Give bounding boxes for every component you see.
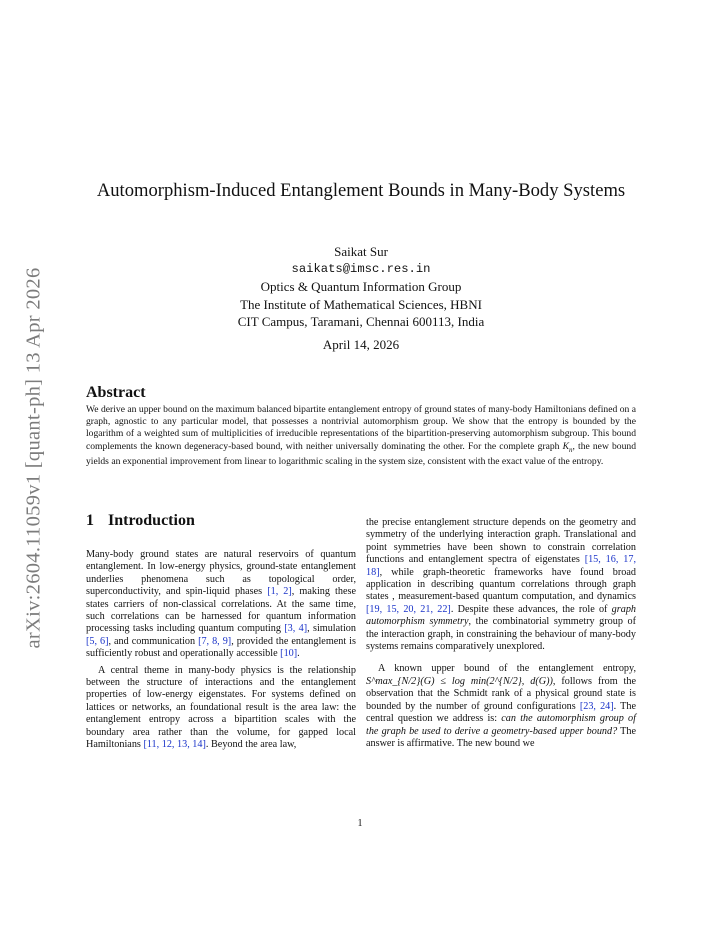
intro-paragraph-2: A central theme in many-body physics is the relationship between the structure of interactions and the entanglement properties of low-energy eigenstates. For systems defined on lattices or networks, an foundational result is the area law: the entanglement entropy across a bipartition scales with the boundary area rather than the volume, for gapped local Hamiltonians [11, 12, 13, 14]. Beyond the area law, xyxy=(86,664,356,751)
author-address: CIT Campus, Taramani, Chennai 600113, India xyxy=(237,314,485,329)
abstract-text: We derive an upper bound on the maximum balanced bipartite entanglement entropy of ground states of many-body Hamiltonians defined on a graph, agnostic to any particular model, that possesses a nontrivial automorphism group. We show that the entropy is bounded by the logarithm of a weighted sum of multiplicities of irreducible representations of the bipartition-preserving automorphism subgroup. This bound complements the known degeneracy-based bound, with neither universally dominating the other. For the complete graph $K_n$, the new bound yields an exponential improvement from linear to logarithmic scaling in the system size, consistent with the exact value of the entropy. xyxy=(86,404,636,467)
left-column xyxy=(86,549,356,752)
arxiv-id: arXiv:2604.11059v1 [quant-ph] 13 Apr 2026 xyxy=(22,267,45,649)
citation-link[interactable]: [23, 24] xyxy=(579,700,614,712)
author-name: Saikat Sur xyxy=(334,244,388,259)
paper-title: Automorphism-Induced Entanglement Bounds in Many-Body Systems xyxy=(96,180,626,201)
author-email[interactable]: saikats@imsc.res.in xyxy=(291,261,431,276)
citation-link[interactable]: [5, 6] xyxy=(86,635,109,647)
intro-paragraph-1: Many-body ground states are natural reservoirs of quantum entanglement. In low-energy physics, ground-state entanglement underlies phenomena such as topological order, superconductivity, and spin-liquid phases [1, 2], making these states carriers of non-classical correlations. At the same time, such correlations can be harnessed for quantum information processing tasks including quantum computing [3, 4], simulation [5, 6], and communication [7, 8, 9], provided the entanglement is sufficiently robust and operationally accessible [10]. xyxy=(86,549,356,660)
arxiv-stamp xyxy=(14,258,54,658)
abstract-heading: Abstract xyxy=(86,384,146,401)
citation-link[interactable]: [7, 8, 9] xyxy=(198,635,232,647)
right-column xyxy=(366,517,636,750)
citation-link[interactable]: [15, 16, 17, 18] xyxy=(366,554,636,578)
paper-date: April 14, 2026 xyxy=(322,337,400,352)
intro-paragraph-3: the precise entanglement structure depends on the geometry and symmetry of the underlying interaction graph. Translational and point symmetries have been shown to constrain correlation functions and entanglement spectra of eigenstates [15, 16, 17, 18], while graph-theoretic frameworks have found broad application in describing quantum correlations through graph states , measurement-based quantum computation, and dynamics [19, 15, 20, 21, 22]. Despite these advances, the role of graph automorphism symmetry, the combinatorial symmetry group of the interaction graph, in constraining the behaviour of many-body systems remains comparatively unexplored. xyxy=(366,517,637,653)
citation-link[interactable]: [1, 2] xyxy=(267,586,292,598)
author-group: Optics & Quantum Information Group xyxy=(260,279,462,294)
math-kn: $K_n$ xyxy=(562,440,573,454)
citation-link[interactable]: [19, 15, 20, 21, 22] xyxy=(366,603,451,615)
page-number: 1 xyxy=(357,818,363,829)
intro-paragraph-4: A known upper bound of the entanglement entropy, S^max_{N/2}(G) ≤ log min(2^{N/2}, d(G)), follows from the observation that the Schmidt rank of a physical ground state is bounded by the number of ground configurations [23, 24]. The central question we address is: can the automorphism group of the graph be used to derive a geometry-based upper bound? The answer is affirmative. The new bound we xyxy=(366,663,636,749)
author-institute: The Institute of Mathematical Sciences, HBNI xyxy=(240,296,482,312)
citation-link[interactable]: [3, 4] xyxy=(284,623,308,635)
citation-link[interactable]: [11, 12, 13, 14] xyxy=(143,739,206,751)
citation-link[interactable]: [10] xyxy=(280,648,298,660)
math-entropy-bound: S^max_{N/2}(G) ≤ log min(2^{N/2}, d(G)) xyxy=(366,675,553,687)
author-block xyxy=(86,243,636,331)
section-heading: 1 Introduction xyxy=(86,512,195,529)
